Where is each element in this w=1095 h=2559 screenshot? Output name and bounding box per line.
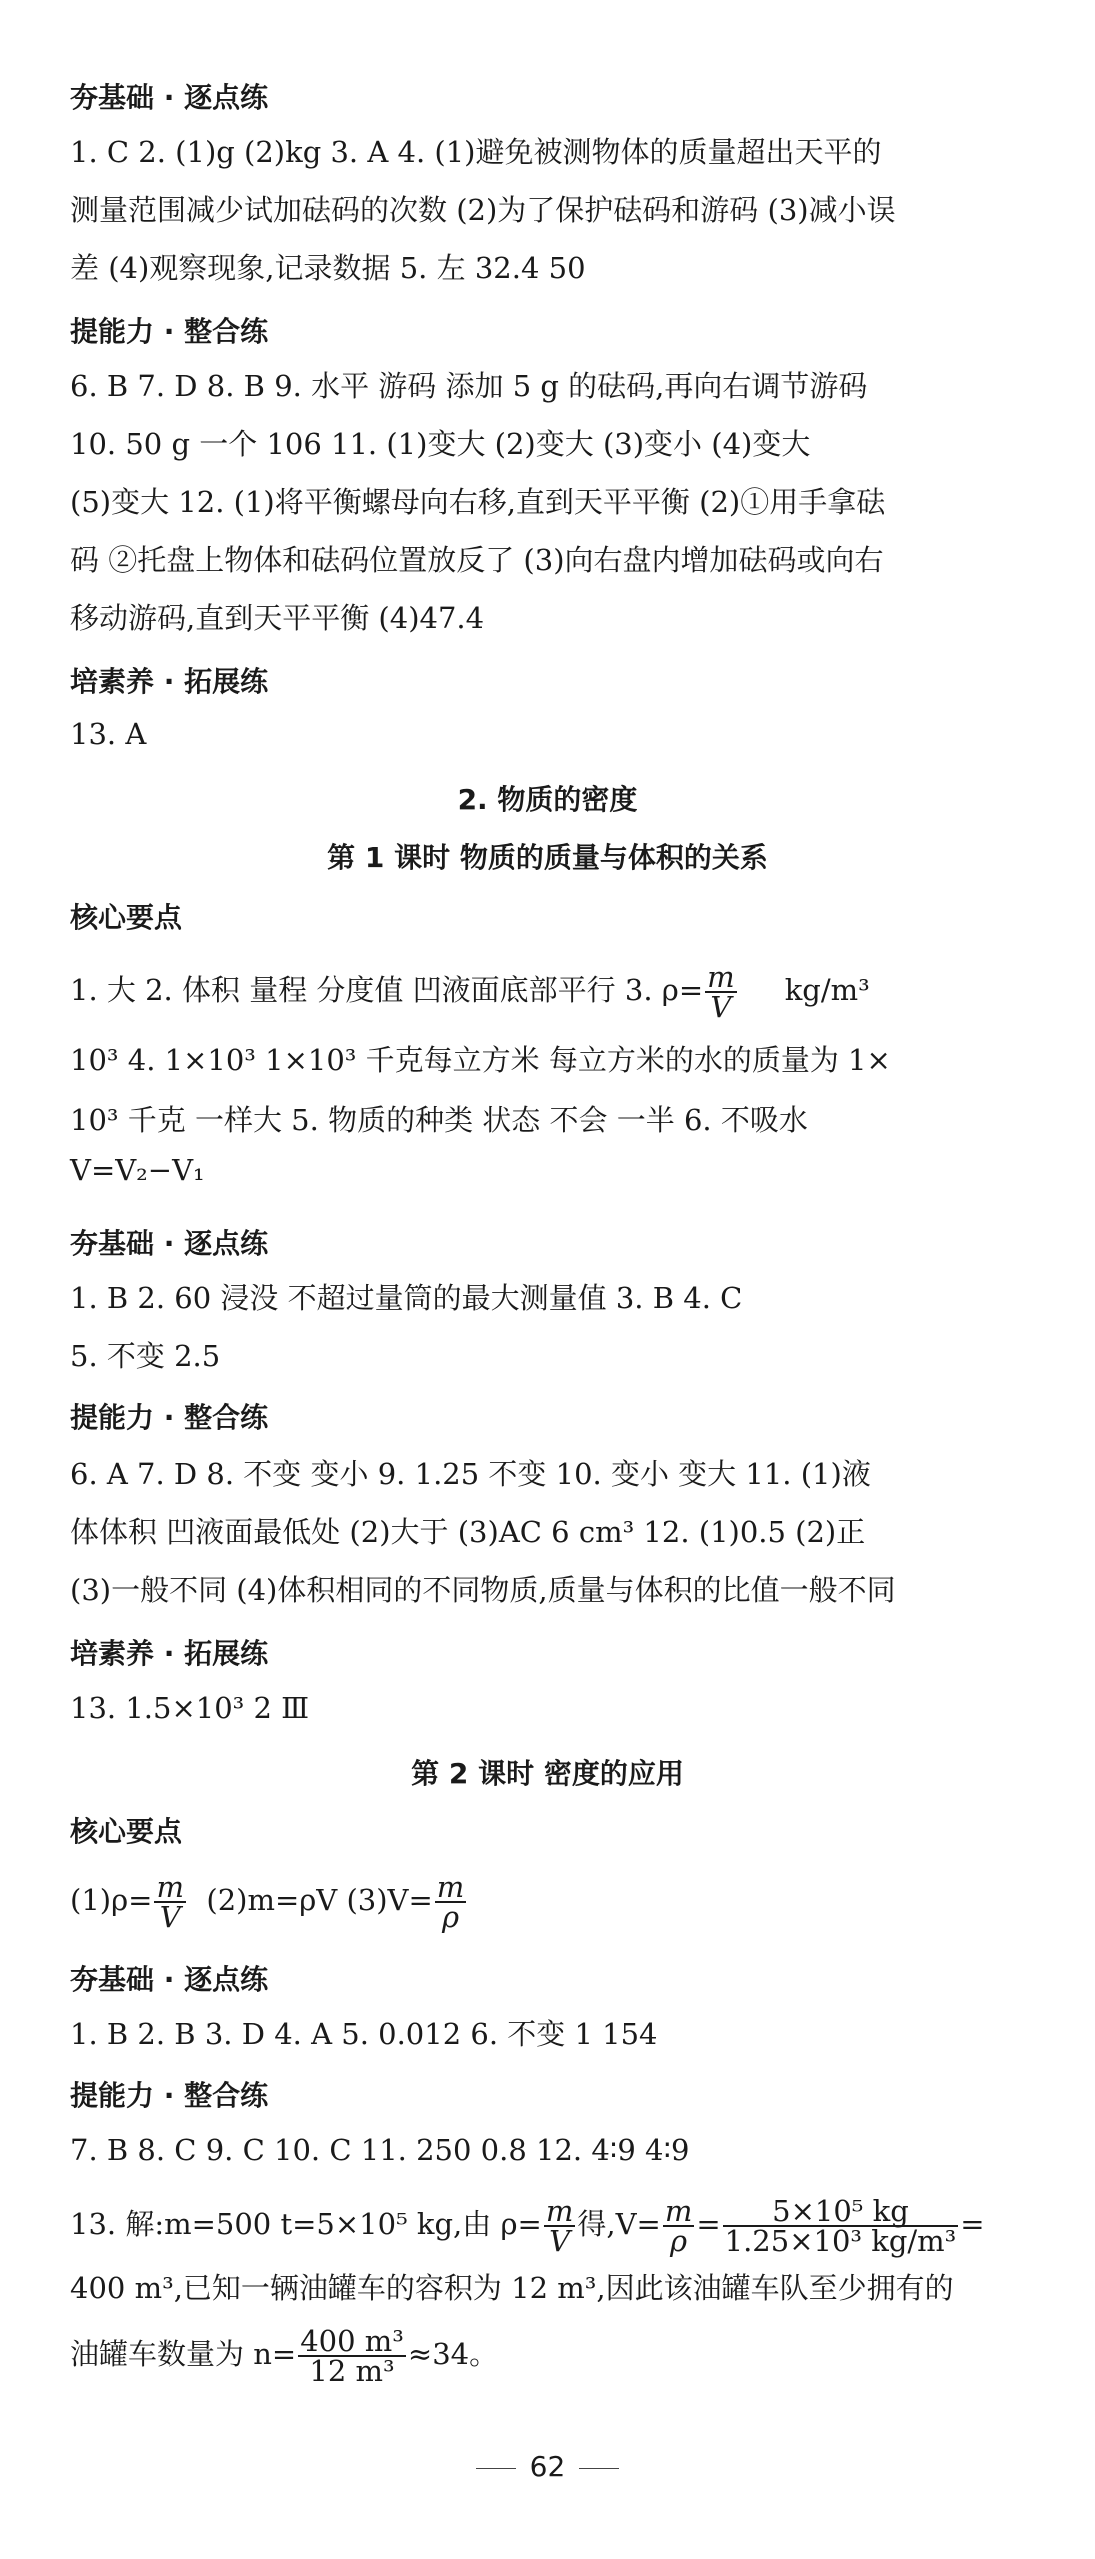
answer-line: 码 ②托盘上物体和砝码位置放反了 (3)向右盘内增加砝码或向右 — [70, 543, 884, 577]
equals: = — [696, 2207, 721, 2241]
fraction-m-over-v — [544, 2194, 576, 2258]
lesson-title: 第 1 课时 物质的质量与体积的关系 — [327, 841, 768, 874]
numerator: m — [545, 2194, 574, 2228]
fraction-m-over-rho — [663, 2194, 695, 2258]
answer-line: (3)一般不同 (4)体积相同的不同物质,质量与体积的比值一般不同 — [70, 1573, 896, 1607]
heading-basic: 夯基础 · 逐点练 — [70, 1227, 269, 1260]
unit: kg/m³ — [784, 973, 870, 1007]
answer-line: 移动游码,直到天平平衡 (4)47.4 — [70, 601, 485, 635]
answer-line: 1. B 2. B 3. D 4. A 5. 0.012 6. 不变 1 154 — [70, 2017, 658, 2051]
answer-line: 13. 1.5×10³ 2 Ⅲ — [70, 1691, 310, 1725]
heading-basic: 夯基础 · 逐点练 — [70, 1963, 269, 1996]
fraction-m-over-v — [705, 960, 737, 1024]
answer-line: 5. 不变 2.5 — [70, 1339, 221, 1373]
page-number: 62 — [0, 2450, 1095, 2483]
formula-text: (1)ρ= — [70, 1883, 153, 1917]
heading-extend: 培素养 · 拓展练 — [70, 1637, 269, 1670]
answer-line: 体体积 凹液面最低处 (2)大于 (3)AC 6 cm³ 12. (1)0.5 (2)正 — [70, 1515, 866, 1549]
answer-text: 1. 大 2. 体积 量程 分度值 凹液面底部平行 3. — [70, 973, 662, 1007]
fraction-values — [723, 2194, 959, 2258]
section-title: 2. 物质的密度 — [457, 783, 638, 816]
denominator: V — [549, 2224, 571, 2258]
fraction-m-over-v — [154, 1870, 186, 1934]
numerator: m — [664, 2194, 693, 2228]
answer-line: (5)变大 12. (1)将平衡螺母向右移,直到天平平衡 (2)①用手拿砝 — [70, 485, 886, 519]
answer-line: 10³ 千克 一样大 5. 物质的种类 状态 不会 一半 6. 不吸水 — [70, 1103, 808, 1137]
numerator: m — [436, 1870, 465, 1904]
answer-line: 1. B 2. 60 浸没 不超过量筒的最大测量值 3. B 4. C — [70, 1281, 743, 1315]
answer-line: 13. A — [70, 717, 147, 751]
denominator: V — [159, 1900, 181, 1934]
fraction-count — [298, 2324, 406, 2388]
answer-line: 10. 50 g 一个 106 11. (1)变大 (2)变大 (3)变小 (4)变大 — [70, 427, 811, 461]
heading-ability: 提能力 · 整合练 — [70, 315, 269, 348]
answer-line: V=V₂−V₁ — [70, 1153, 205, 1187]
formula-text: (2)m=ρV (3)V= — [206, 1883, 433, 1917]
formula-line — [70, 1870, 468, 1934]
denominator: V — [710, 990, 732, 1024]
answer-line: 测量范围减少试加砝码的次数 (2)为了保护砝码和游码 (3)减小误 — [70, 193, 896, 227]
formula-rho: ρ= — [661, 973, 704, 1007]
numerator: 400 m³ — [300, 2324, 404, 2358]
heading-ability: 提能力 · 整合练 — [70, 1401, 269, 1434]
answer-line: 6. A 7. D 8. 不变 变小 9. 1.25 不变 10. 变小 变大 11. (1)液 — [70, 1457, 871, 1491]
solution-text: 得,V= — [577, 2207, 661, 2241]
answer-line: 7. B 8. C 9. C 10. C 11. 250 0.8 12. 4∶9 4∶9 — [70, 2133, 690, 2167]
heading-ability: 提能力 · 整合练 — [70, 2079, 269, 2112]
denominator: ρ — [670, 2224, 688, 2258]
lesson-title: 第 2 课时 密度的应用 — [411, 1757, 684, 1790]
solution-line — [70, 2324, 499, 2388]
solution-text: ≈34。 — [407, 2337, 499, 2371]
denominator: ρ — [442, 1900, 460, 1934]
numerator: 5×10⁵ kg — [723, 2197, 959, 2227]
solution-text: 13. 解:m=500 t=5×10⁵ kg,由 ρ= — [70, 2207, 542, 2241]
solution-text: 油罐车数量为 n= — [70, 2337, 297, 2371]
denominator: 12 m³ — [309, 2354, 395, 2388]
heading-key-points: 核心要点 — [70, 1815, 183, 1848]
answer-line-formula — [70, 960, 870, 1024]
solution-line — [70, 2194, 985, 2258]
numerator: m — [707, 960, 735, 994]
heading-basic: 夯基础 · 逐点练 — [70, 81, 269, 114]
answer-line: 差 (4)观察现象,记录数据 5. 左 32.4 50 — [70, 251, 586, 285]
answer-line: 400 m³,已知一辆油罐车的容积为 12 m³,因此该油罐车队至少拥有的 — [70, 2271, 954, 2305]
answer-line: 10³ 4. 1×10³ 1×10³ 千克每立方米 每立方米的水的质量为 1× — [70, 1043, 891, 1077]
heading-extend: 培素养 · 拓展练 — [70, 665, 269, 698]
answer-line: 6. B 7. D 8. B 9. 水平 游码 添加 5 g 的砝码,再向右调节游码 — [70, 369, 868, 403]
heading-key-points: 核心要点 — [70, 901, 183, 934]
equals: = — [960, 2207, 985, 2241]
fraction-m-over-rho — [435, 1870, 467, 1934]
numerator: m — [156, 1870, 184, 1904]
answer-line: 1. C 2. (1)g (2)kg 3. A 4. (1)避免被测物体的质量超出天平的 — [70, 135, 882, 169]
denominator: 1.25×10³ kg/m³ — [724, 2224, 957, 2258]
